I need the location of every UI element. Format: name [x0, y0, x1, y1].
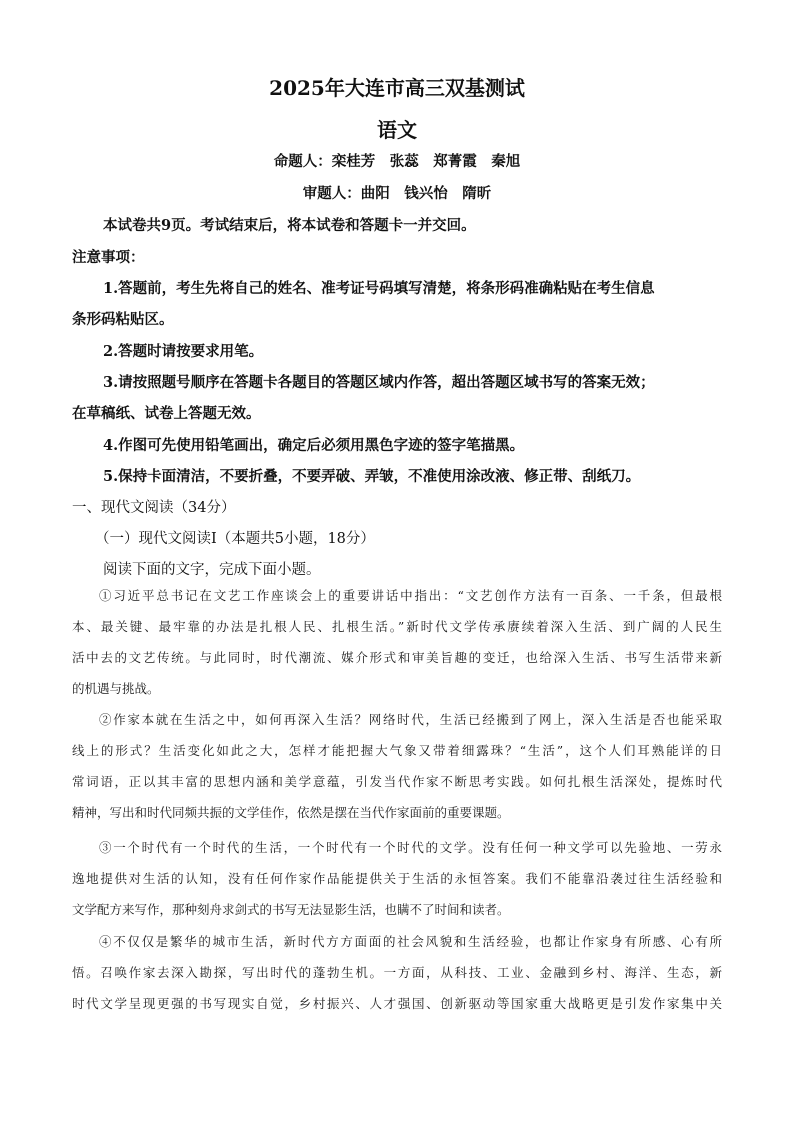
subject-title: 语文 — [377, 118, 417, 142]
passage-line: 时代文学呈现更强的书写现实自觉，乡村振兴、人才强国、创新驱动等国家重大战略更是引发作家集中关 — [72, 996, 722, 1011]
note-item-4: 4.作图可先使用铅笔画出，确定后必须用黑色字迹的签字笔描黑。 — [103, 437, 525, 454]
exam-intro: 本试卷共9页。考试结束后，将本试卷和答题卡一并交回。 — [103, 217, 476, 234]
note-item-3-line-2: 在草稿纸、试卷上答题无效。 — [72, 405, 261, 422]
reviewers: 审题人：曲阳 钱兴怡 隋昕 — [302, 185, 492, 202]
note-item-1-line-2: 条形码粘贴区。 — [72, 311, 174, 328]
passage-paragraph-4 — [72, 926, 722, 1019]
subsection-heading: （一）现代文阅读Ⅰ（本题共5小题，18分） — [95, 531, 375, 547]
note-item-5: 5.保持卡面清洁，不要折叠，不要弄破、弄皱，不准使用涂改液、修正带、刮纸刀。 — [103, 468, 641, 485]
passage-paragraph-3 — [72, 832, 722, 925]
passage-line: ③一个时代有一个时代的生活，一个时代有一个时代的文学。没有任何一种文学可以先验地、一劳永 — [99, 840, 722, 855]
passage-line: 的机遇与挑战。 — [72, 681, 160, 696]
passage-line: 逸地提供对生活的认知，没有任何作家作品能提供关于生活的永恒答案。我们不能靠沿袭过往生活经验和 — [72, 871, 722, 886]
passage-paragraph-1 — [72, 580, 722, 704]
passage-line: 常词语，正以其丰富的思想内涵和美学意蕴，引发当代作家不断思考实践。如何扎根生活深处，提炼时代 — [72, 774, 722, 789]
note-item-3-line-1: 3.请按照题号顺序在答题卡各题目的答题区域内作答，超出答题区域书写的答案无效； — [103, 374, 655, 391]
passage-line: ④不仅仅是繁华的城市生活，新时代方方面面的社会风貌和生活经验，也都让作家身有所感、心有所 — [99, 934, 722, 949]
section-heading: 一、现代文阅读（34分） — [72, 500, 236, 516]
passage-line: 线上的形式？生活变化如此之大，怎样才能把握大气象又带着细露珠？“生活”，这个人们耳熟能详的日 — [72, 743, 722, 758]
passage-line: 悟。召唤作家去深入勘探，写出时代的蓬勃生机。一方面，从科技、工业、金融到乡村、海洋、生态，新 — [72, 965, 722, 980]
exam-title: 2025年大连市高三双基测试 — [269, 76, 525, 100]
passage-line: 本、最关键、最牢靠的办法是扎根人民、扎根生活。”新时代文学传承赓续着深入生活、到广阔的人民生 — [72, 619, 722, 634]
passage-line: 文学配方来写作，那种刻舟求剑式的书写无法显影生活，也瞒不了时间和读者。 — [72, 902, 510, 917]
passage-line: 活中去的文艺传统。与此同时，时代潮流、媒介形式和审美旨趣的变迁，也给深入生活、书写生活带来新 — [72, 650, 722, 665]
reading-instruction: 阅读下面的文字，完成下面小题。 — [103, 562, 321, 578]
question-setters: 命题人：栾桂芳 张蕊 郑菁霞 秦旭 — [273, 153, 521, 170]
note-item-1-line-1: 1.答题前，考生先将自己的姓名、准考证号码填写清楚，将条形码准确粘贴在考生信息 — [103, 280, 655, 297]
passage-line: 精神，写出和时代同频共振的文学佳作，依然是摆在当代作家面前的重要课题。 — [72, 805, 510, 820]
notes-heading: 注意事项： — [72, 249, 145, 266]
passage-line: ①习近平总书记在文艺工作座谈会上的重要讲话中指出：“文艺创作方法有一百条、一千条，但最根 — [99, 588, 722, 603]
passage-paragraph-2 — [72, 704, 722, 828]
note-item-2: 2.答题时请按要求用笔。 — [103, 343, 264, 360]
passage-line: ②作家本就在生活之中，如何再深入生活？网络时代，生活已经搬到了网上，深入生活是否也能采取 — [99, 712, 722, 727]
